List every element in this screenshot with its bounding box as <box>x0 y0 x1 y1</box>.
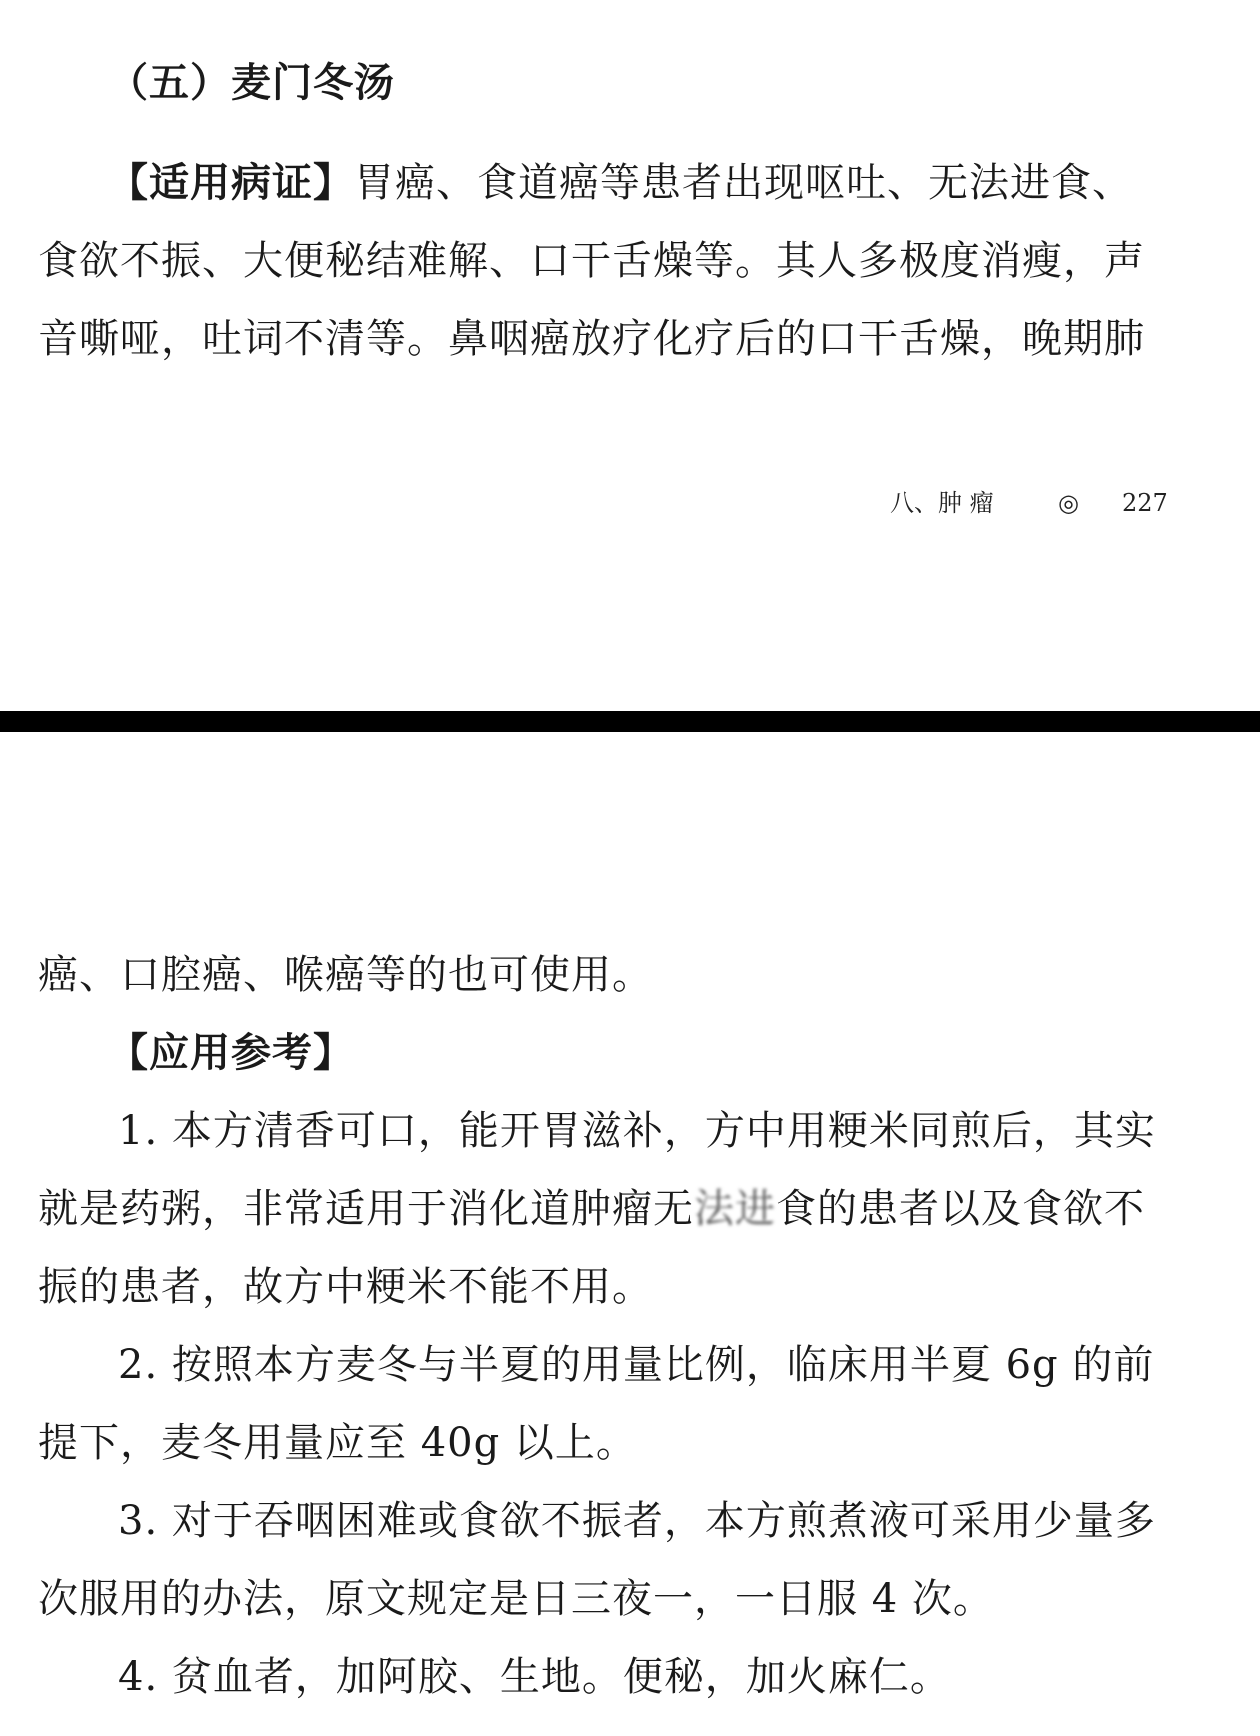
indication-text-1: 胃癌、食道癌等患者出现呕吐、无法进食、 <box>354 160 1133 206</box>
item1-line-2-blurred: 法进 <box>694 1186 776 1232</box>
footer-chapter: 八、肿 瘤 <box>890 489 994 517</box>
item2-line-2: 提下，麦冬用量应至 40g 以上。 <box>38 1420 637 1466</box>
item1-line-2-a: 就是药粥，非常适用于消化道肿瘤无 <box>38 1186 694 1232</box>
reference-label: 【应用参考】 <box>108 1030 354 1076</box>
page-number: 227 <box>1122 489 1168 517</box>
page-divider <box>0 711 1260 732</box>
item3-line-1: 3. 对于吞咽困难或食欲不振者，本方煎煮液可采用少量多 <box>118 1498 1156 1544</box>
item3-line-2: 次服用的办法，原文规定是日三夜一，一日服 4 次。 <box>38 1576 994 1622</box>
item1-line-2 <box>38 1184 1145 1234</box>
item4-line-1: 4. 贫血者，加阿胶、生地。便秘，加火麻仁。 <box>118 1654 951 1700</box>
item1-line-2-c: 食的患者以及食欲不 <box>776 1186 1145 1232</box>
indication-line-3: 音嘶哑，吐词不清等。鼻咽癌放疗化疗后的口干舌燥，晚期肺 <box>38 316 1145 362</box>
indication-line-2: 食欲不振、大便秘结难解、口干舌燥等。其人多极度消瘦，声 <box>38 238 1145 284</box>
item1-line-3: 振的患者，故方中粳米不能不用。 <box>38 1264 653 1310</box>
continuation-line: 癌、口腔癌、喉癌等的也可使用。 <box>38 952 653 998</box>
footer-mark: ◎ <box>1058 489 1079 517</box>
indication-line-1 <box>108 158 1133 208</box>
item2-line-1: 2. 按照本方麦冬与半夏的用量比例，临床用半夏 6g 的前 <box>118 1342 1155 1388</box>
item1-line-1: 1. 本方清香可口，能开胃滋补，方中用粳米同煎后，其实 <box>118 1108 1156 1154</box>
section-title: （五）麦门冬汤 <box>108 60 395 106</box>
indication-label: 【适用病证】 <box>108 160 354 206</box>
